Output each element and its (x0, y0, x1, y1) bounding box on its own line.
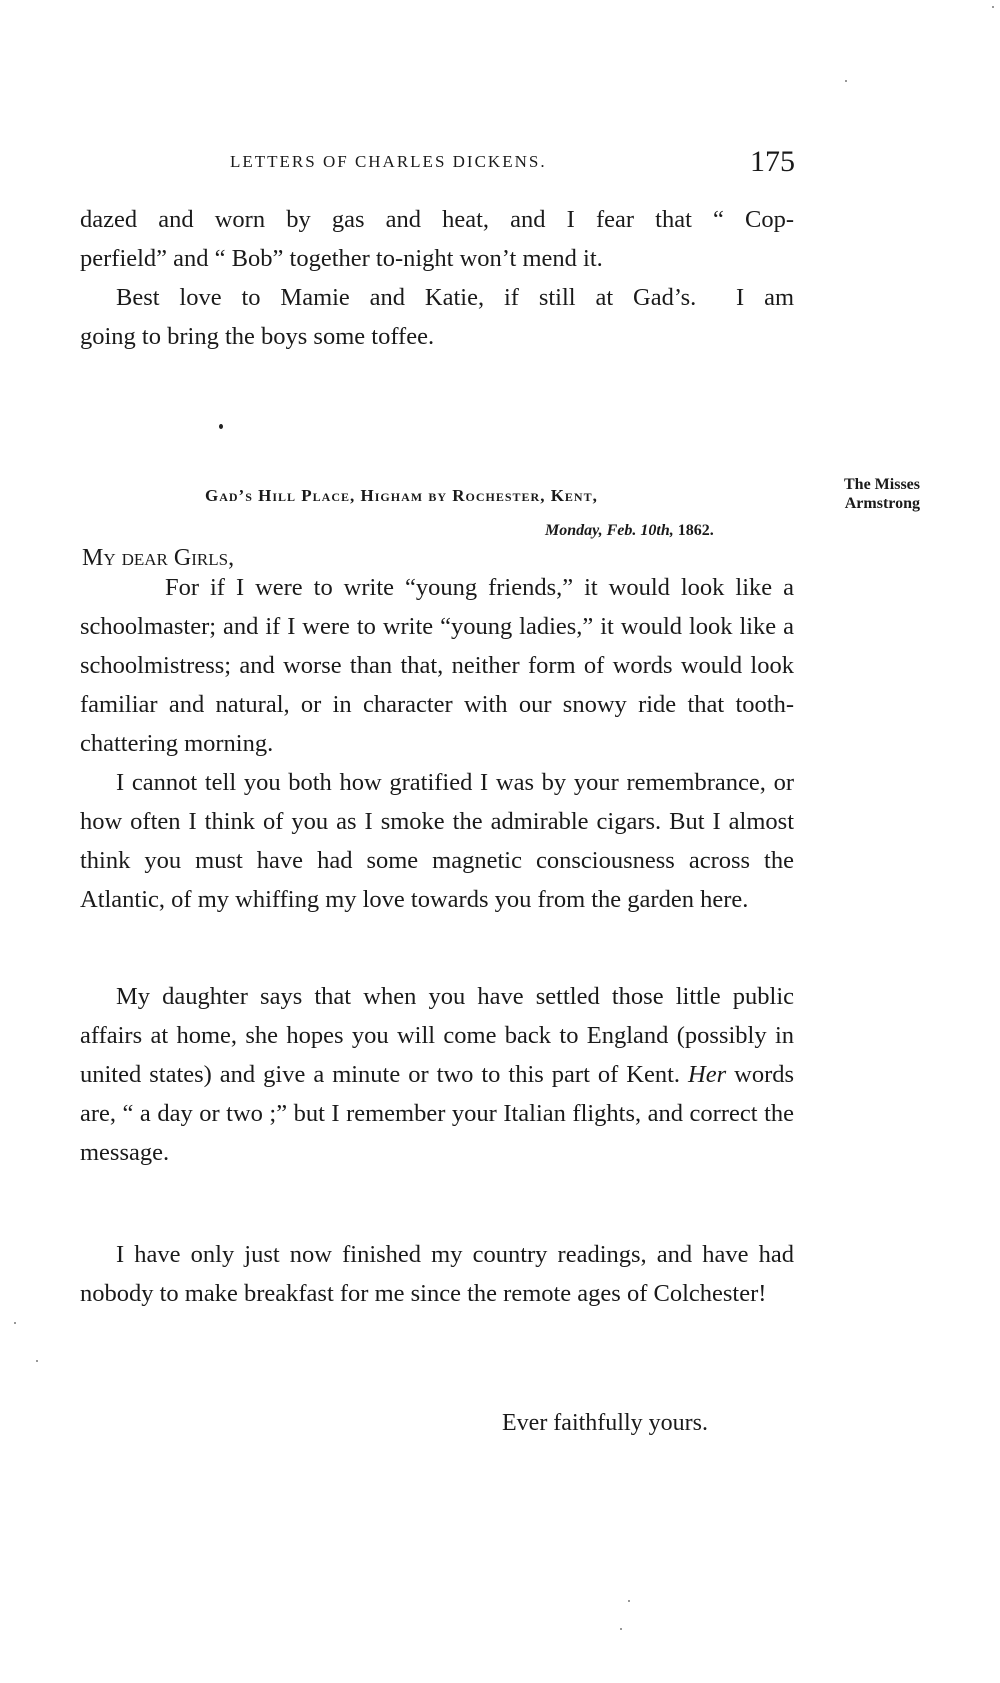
sidenote-line-2: Armstrong (844, 495, 920, 512)
closing: Ever faithfully yours. (502, 1410, 708, 1436)
scan-speck (992, 6, 994, 8)
stray-dot-mark (219, 424, 223, 429)
page-number: 175 (750, 145, 795, 178)
sidenote-line-1: The Misses (844, 476, 920, 493)
letter-date (545, 522, 714, 540)
paragraph-2: I cannot tell you both how gratified I was by your remembrance, or how often I think of you as I smoke the admirable cigars. But I almost think you must have had some magnetic consciousness across the Atlantic, of my whiffing my love towards you from the garden here. (80, 769, 794, 913)
paragraph-1: For if I were to write “young friends,” it would look like a schoolmaster; and if I were to write “young ladies,” it would look like a schoolmistress; and worse than that, neither form of words would look familiar and natural, or in character with our snowy ride that tooth-chattering morning. (80, 574, 794, 757)
scan-speck (628, 1600, 630, 1602)
scan-speck (36, 1360, 38, 1362)
paragraph-3-part-a: My daughter says that when you have settled those little public affairs at home, she hopes you will come back to England (possibly in united states) and give a minute or two to this part of Kent. (80, 983, 794, 1088)
scan-speck (620, 1628, 622, 1630)
intro-paragraph (80, 200, 794, 278)
paragraph-3-emphasis: Her (688, 1061, 727, 1088)
paragraph-3-part-b: words are, “ a day or two ;” but I remember your Italian flights, and correct the message. (80, 1061, 795, 1166)
running-title: LETTERS OF CHARLES DICKENS. (230, 152, 547, 171)
intro-line-2: perfield” and “ Bob” together to-night won’t mend it. (80, 245, 603, 272)
paragraph-3 (80, 977, 794, 1172)
letter-date-day: Monday, Feb. 10th, (545, 522, 674, 539)
scan-speck (845, 80, 847, 82)
letter-date-year: 1862. (677, 522, 714, 539)
letter-address: Gad’s Hill Place, Higham by Rochester, Kent, (205, 486, 598, 505)
paragraph-4: I have only just now finished my country readings, and have had nobody to make breakfast for me since the remote ages of Colchester! (80, 1241, 794, 1307)
margin-sidenote (810, 475, 920, 513)
intro-line-1: dazed and worn by gas and heat, and I fear that “ Cop- (80, 206, 794, 233)
intro-line-3: Best love to Mamie and Katie, if still at Gad’s. I am (116, 284, 794, 311)
intro-paragraph-2 (80, 278, 794, 356)
scan-speck (14, 1322, 16, 1324)
intro-line-4: going to bring the boys some toffee. (80, 323, 435, 350)
salutation: My dear Girls, (82, 545, 235, 571)
